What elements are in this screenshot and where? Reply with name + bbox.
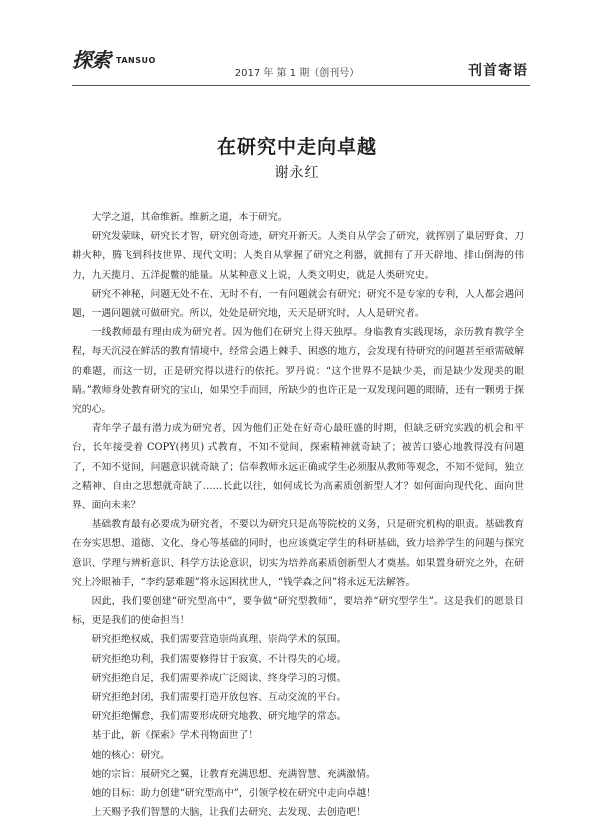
paragraph: 青年学子最有潜力成为研究者，因为他们正处在好奇心最旺盛的时期，但缺乏研究实践的机会和平台，长年接受着 COPY(拷贝) 式教育，不知不觉间，探索精神就奇缺了；被苦口婆心地教得没有问题了，不知不觉间，问题意识就奇缺了；信奉教师永远正确或学生必须服从教师等观念，不知不觉间，独立之精神、自由之思想就奇缺了……长此以往，如何成长为高素质创新型人才？如何面向现代化、面向世界、面向未来？ — [72, 423, 524, 512]
page-header — [0, 0, 594, 84]
paragraph: 研究拒绝封闭，我们需要打造开放包容、互动交流的平台。 — [91, 692, 347, 704]
header-divider — [72, 85, 530, 86]
logo-chinese-text: 探索 — [72, 48, 110, 72]
paragraph: 她的目标：助力创建“研究型高中”，引领学校在研究中走向卓越！ — [91, 788, 376, 800]
paragraph: 研究拒绝功利，我们需要修得甘于寂寞、不计得失的心境。 — [91, 653, 347, 665]
issue-number: 2017 年 第 1 期（创刊号） — [234, 68, 360, 79]
paragraph: 研究拒绝懈怠，我们需要形成研究地教、研究地学的常态。 — [91, 711, 347, 723]
paragraph: 一线教师最有理由成为研究者。因为他们在研究上得天独厚。身临教育实践现场，亲历教育教学全程，每天沉浸在鲜活的教育情境中，经常会遇上棘手、困惑的地方，会发现有待研究的问题甚至亟需破解的难题，而这一切，正是研究得以进行的依托。罗丹说：“这个世界不是缺少美，而是缺少发现美的眼睛。”教师身处教育研究的宝山，如果空手而回，所缺少的也许正是一双发现问题的眼睛，还有一颗勇于探究的心。 — [72, 327, 524, 416]
paragraph: 她的宗旨：展研究之翼，让教育充满思想、充满智慧、充满激情。 — [91, 768, 376, 780]
paragraph: 因此，我们要创建“研究型高中”，要争做“研究型教师”，要培养“研究型学生”。这是我们的愿景目标，更是我们的使命担当！ — [72, 596, 524, 627]
paragraph: 研究拒绝权威，我们需要营造崇尚真理、崇尚学术的氛围。 — [91, 634, 347, 646]
paragraph: 她的核心：研究。 — [91, 749, 170, 761]
paragraph: 上天赐予我们智慧的大脑，让我们去研究、去发现、去创造吧！ — [91, 807, 366, 819]
paragraph: 研究发蒙昧，研究长才智，研究创奇迹，研究开新天。人类自从学会了研究，就挥别了巢居野食、刀耕火种，腾飞到科技世界、现代文明；人类自从掌握了研究之利器，就拥有了开天辟地、排山倒海的伟力，九天揽月、五洋捉鳖的能量。从某种意义上说，人类文明史，就是人类研究史。 — [72, 231, 524, 281]
paragraph: 研究不神秘，问题无处不在、无时不有，一有问题就会有研究；研究不是专家的专利，人人都会遇问题，一遇问题就可做研究。所以，处处是研究地，天天是研究时，人人是研究者。 — [72, 288, 524, 320]
section-label: 刊首寄语 — [468, 63, 528, 79]
paragraph: 基础教育最有必要成为研究者，不要以为研究只是高等院校的义务，只是研究机构的职责。基础教育在夯实思想、道德、文化、身心等基础的同时，也应该奠定学生的科研基础，致力培养学生的问题与探究意识、学理与辨析意识、科学方法论意识，切实为培养高素质创新型人才奠基。如果置身研究之外，在研究上冷眼袖手，“李约瑟难题”将永远困扰世人，“钱学森之问”将永远无法解答。 — [72, 519, 524, 588]
article-author: 谢永红 — [274, 165, 320, 181]
paragraph: 大学之道，其命维新。维新之道，本于研究。 — [91, 212, 288, 223]
paragraph: 研究拒绝自足，我们需要养成广泛阅读、终身学习的习惯。 — [91, 672, 347, 684]
paragraph: 基于此，新《探索》学术刊物面世了！ — [91, 730, 259, 742]
logo-english-text: TANSUO — [116, 56, 156, 65]
article-title: 在研究中走向卓越 — [216, 136, 377, 158]
article-body — [72, 208, 524, 823]
